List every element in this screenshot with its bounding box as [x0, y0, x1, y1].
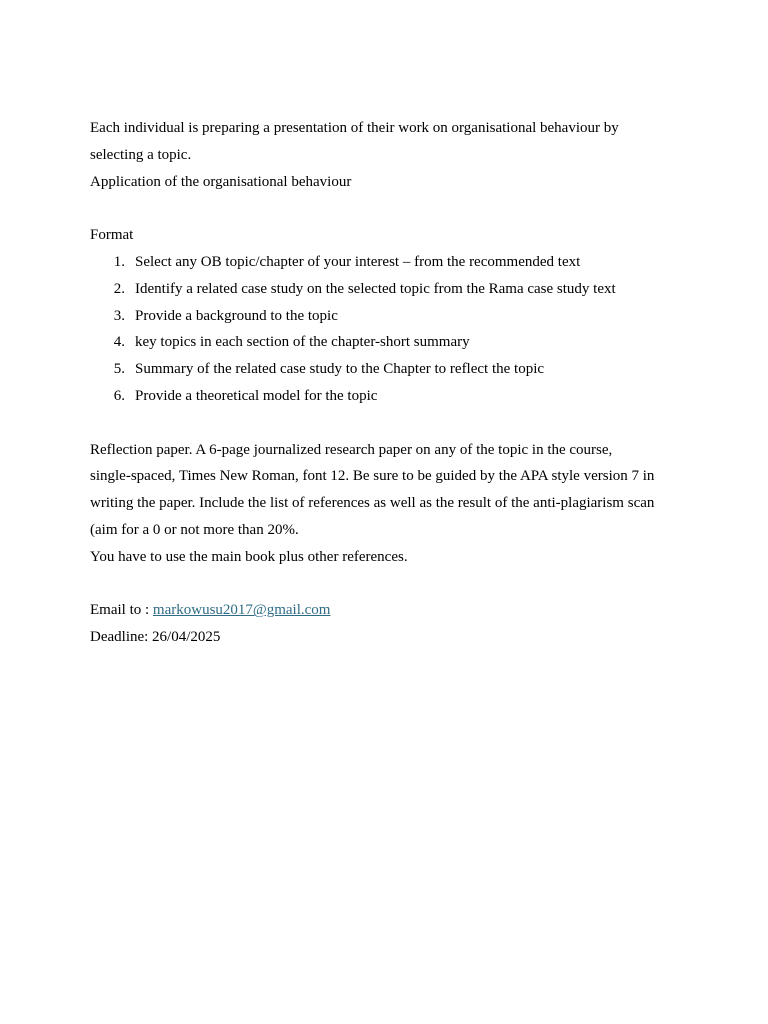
reflection-line: single-spaced, Times New Roman, font 12. Be sure to be guided by the APA style version 7 in [90, 468, 655, 485]
spacer [90, 571, 680, 598]
list-item-text: Select any OB topic/chapter of your interest – from the recommended text [135, 253, 581, 270]
list-item-text: Provide a theoretical model for the topic [135, 387, 378, 404]
references-note: You have to use the main book plus other references. [90, 548, 408, 565]
list-item [90, 383, 680, 410]
list-item [90, 356, 680, 383]
list-item-text: Provide a background to the topic [135, 307, 338, 324]
document-page [90, 115, 680, 651]
reflection-line: writing the paper. Include the list of references as well as the result of the anti-plagiarism scan [90, 495, 655, 512]
spacer [90, 195, 680, 222]
deadline: Deadline: 26/04/2025 [90, 629, 221, 646]
list-item-number: 1. [113, 253, 125, 270]
list-item-number: 5. [113, 361, 125, 378]
list-item-text: key topics in each section of the chapter-short summary [135, 334, 470, 351]
list-item [90, 249, 680, 276]
list-item-number: 3. [113, 307, 125, 324]
email-line [90, 597, 680, 624]
format-heading: Format [90, 227, 134, 244]
intro-line-1: Each individual is preparing a presentation of their work on organisational behaviour by [90, 120, 619, 136]
list-item [90, 329, 680, 356]
list-item-number: 2. [113, 280, 125, 297]
reflection-line: Reflection paper. A 6-page journalized research paper on any of the topic in the course, [90, 441, 613, 458]
email-link[interactable]: markowusu2017@gmail.com [152, 602, 331, 619]
spacer [90, 410, 680, 437]
intro-line-2: selecting a topic. [90, 146, 192, 163]
list-item [90, 303, 680, 330]
reflection-line: (aim for a 0 or not more than 20%. [90, 521, 299, 538]
list-item-number: 6. [113, 387, 125, 404]
email-label: Email to : [90, 602, 153, 619]
list-item-text: Summary of the related case study to the Chapter to reflect the topic [135, 361, 545, 378]
format-list [90, 249, 680, 410]
subtitle: Application of the organisational behaviour [90, 173, 352, 190]
list-item-number: 4. [113, 334, 125, 351]
list-item-text: Identify a related case study on the selected topic from the Rama case study text [135, 280, 616, 297]
list-item [90, 276, 680, 303]
